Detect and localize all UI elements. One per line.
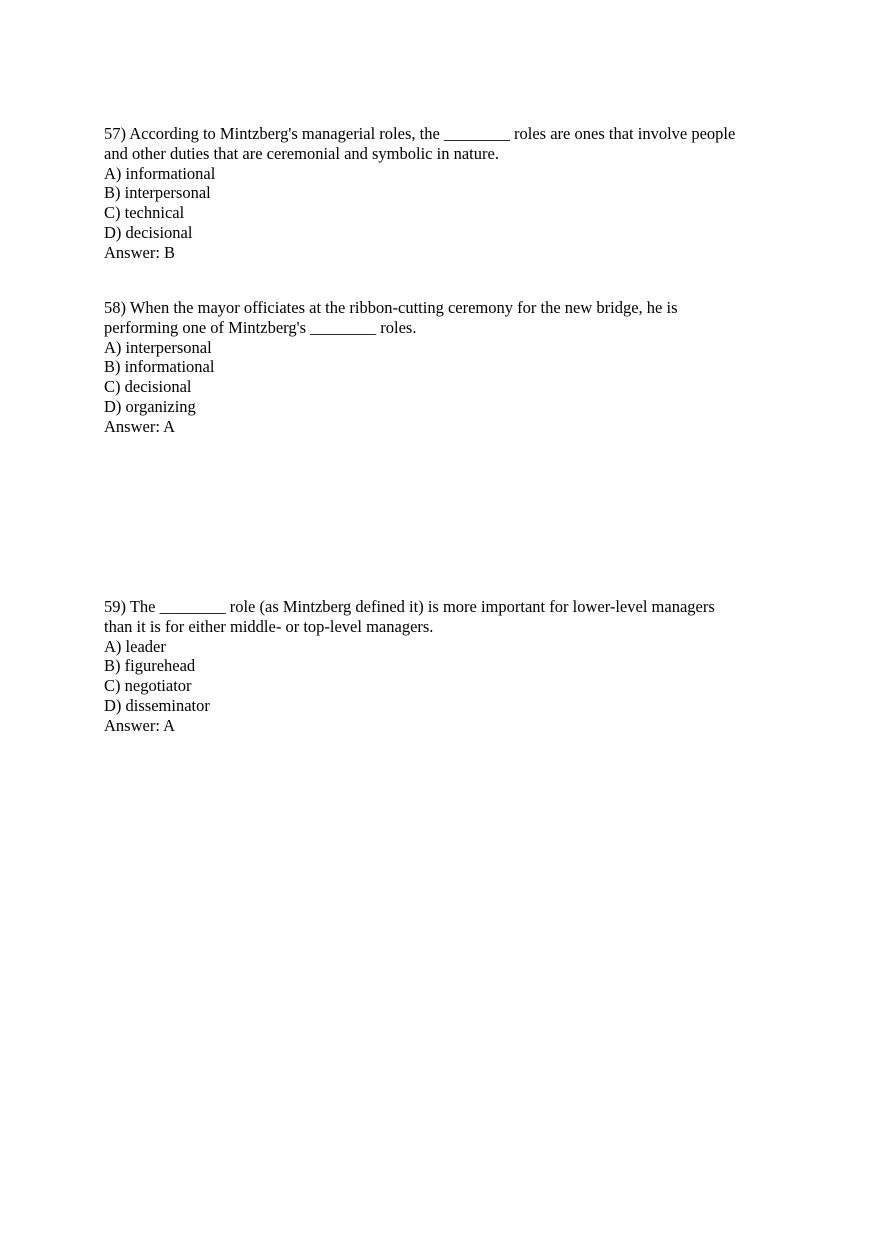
question-stem-line: 59) The ________ role (as Mintzberg defined it) is more important for lower-level managers [104,597,715,616]
question-stem-line: and other duties that are ceremonial and symbolic in nature. [104,143,499,163]
question-stem-line: than it is for either middle- or top-level managers. [104,616,434,636]
question-stem-line: 57) According to Mintzberg's managerial roles, the ________ roles are ones that involve people [104,124,736,143]
option-a: A) informational [104,163,216,183]
option-d: D) organizing [104,396,196,416]
option-c: C) negotiator [104,676,192,696]
option-b: B) informational [104,357,215,377]
option-b: B) figurehead [104,656,196,676]
question-57 [104,124,794,263]
question-stem-line: performing one of Mintzberg's ________ roles. [104,317,417,337]
answer-line: Answer: A [104,416,176,436]
option-d: D) disseminator [104,695,210,715]
question-58 [104,298,794,437]
option-c: C) technical [104,203,185,223]
option-a: A) interpersonal [104,337,212,357]
answer-line: Answer: A [104,715,176,735]
option-b: B) interpersonal [104,183,211,203]
option-c: C) decisional [104,377,192,397]
question-stem-line: 58) When the mayor officiates at the ribbon-cutting ceremony for the new bridge, he is [104,298,678,317]
option-a: A) leader [104,636,166,656]
option-d: D) decisional [104,222,193,242]
answer-line: Answer: B [104,242,176,262]
question-59 [104,597,794,736]
